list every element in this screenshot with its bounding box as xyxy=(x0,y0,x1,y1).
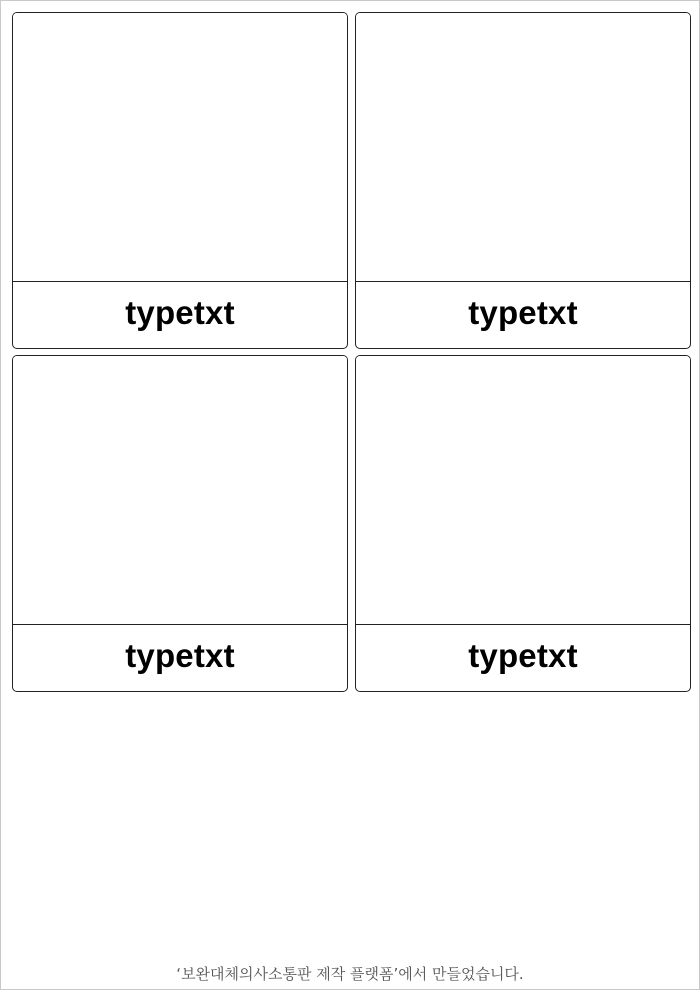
card-label: typetxt xyxy=(468,637,578,674)
card-image-area[interactable] xyxy=(356,13,690,282)
card-image-area[interactable] xyxy=(13,356,347,625)
card-label: typetxt xyxy=(125,294,235,331)
symbol-card-3[interactable] xyxy=(12,355,348,692)
symbol-card-1[interactable] xyxy=(12,12,348,349)
footer-credit: ‘보완대체의사소통판 제작 플랫폼’에서 만들었습니다. xyxy=(176,965,524,983)
card-image-area[interactable] xyxy=(356,356,690,625)
card-label: typetxt xyxy=(125,637,235,674)
card-label: typetxt xyxy=(468,294,578,331)
symbol-card-2[interactable] xyxy=(355,12,691,349)
symbol-card-4[interactable] xyxy=(355,355,691,692)
card-grid xyxy=(12,12,691,692)
card-image-area[interactable] xyxy=(13,13,347,282)
